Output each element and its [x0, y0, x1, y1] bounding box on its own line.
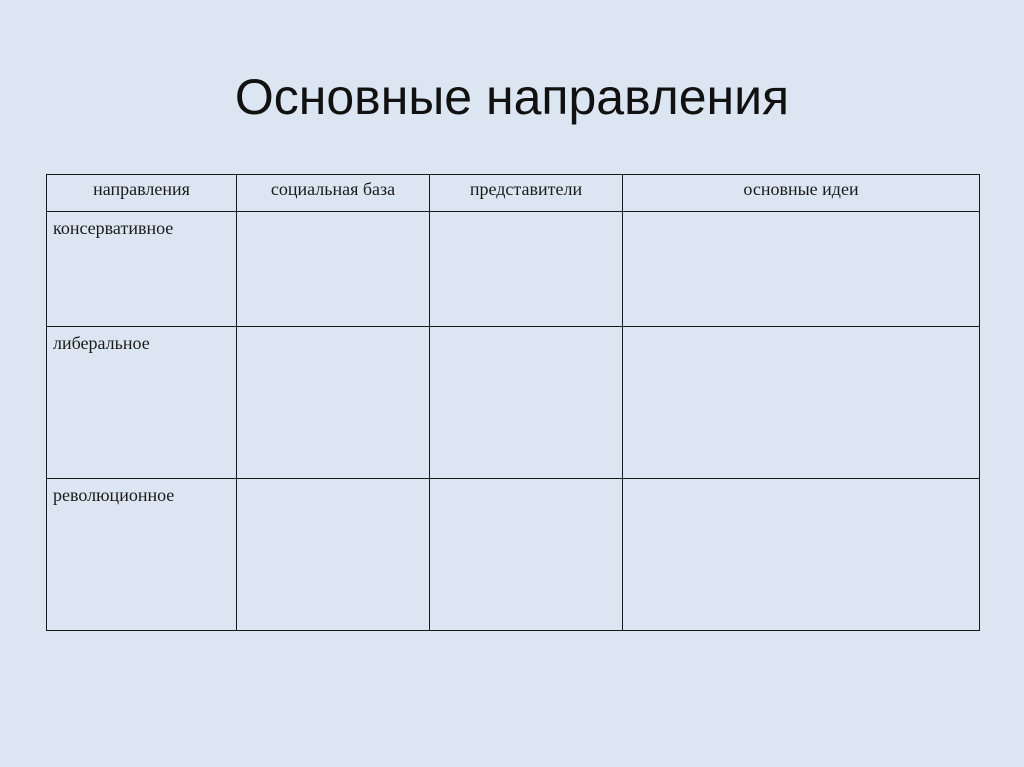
table-cell[interactable]	[237, 327, 430, 479]
header-social-base: социальная база	[237, 175, 430, 212]
table-row	[47, 327, 980, 479]
row-label-conservative: консервативное	[47, 212, 237, 327]
table-cell[interactable]	[430, 479, 623, 631]
table-cell[interactable]	[430, 327, 623, 479]
table-cell[interactable]	[430, 212, 623, 327]
table-cell[interactable]	[623, 479, 980, 631]
table-cell[interactable]	[237, 212, 430, 327]
row-label-liberal: либеральное	[47, 327, 237, 479]
header-directions: направления	[47, 175, 237, 212]
row-label-revolutionary: революционное	[47, 479, 237, 631]
slide-title: Основные направления	[234, 69, 790, 125]
directions-table	[46, 174, 980, 631]
table-cell[interactable]	[623, 327, 980, 479]
table-cell[interactable]	[623, 212, 980, 327]
table-cell[interactable]	[237, 479, 430, 631]
header-representatives: представители	[430, 175, 623, 212]
table-row	[47, 212, 980, 327]
table-header-row	[47, 175, 980, 212]
header-main-ideas: основные идеи	[623, 175, 980, 212]
table-row	[47, 479, 980, 631]
